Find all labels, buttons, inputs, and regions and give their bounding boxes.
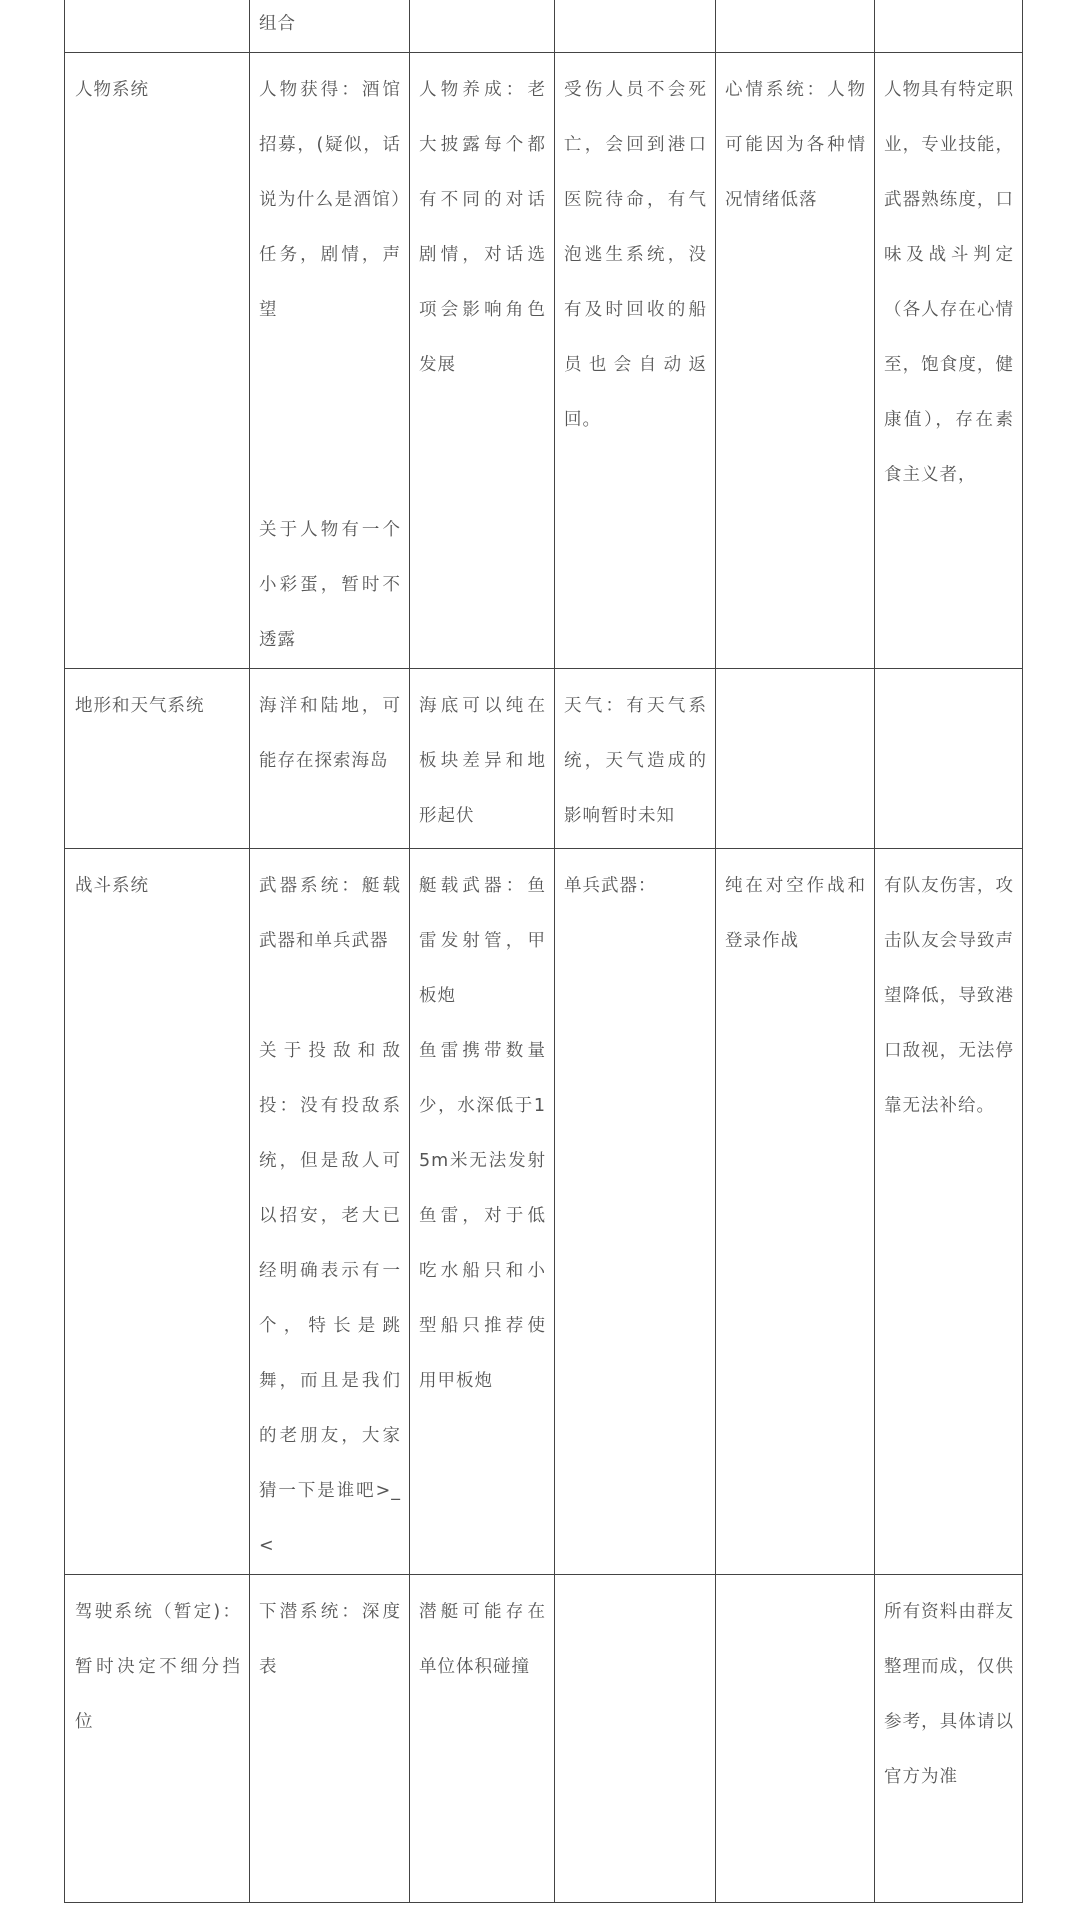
cell-paragraph: 武器系统：艇载武器和单兵武器 — [259, 876, 401, 951]
cell-paragraph: 鱼雷携带数量少，水深低于15m米无法发射鱼雷，对于低吃水船只和小型船只推荐使用甲板炮 — [419, 1041, 546, 1391]
table-cell: 组合 — [250, 0, 410, 53]
table-cell: 人物具有特定职业，专业技能，武器熟练度，口味及战斗判定（各人存在心情至，饱食度，健康值），存在素食主义者， — [875, 53, 1023, 669]
table-cell: 驾驶系统（暂定)：暂时决定不细分挡位 — [65, 1575, 250, 1903]
table-cell — [875, 0, 1023, 53]
blank-space — [259, 338, 401, 503]
blank-space — [259, 969, 401, 1024]
table-cell: 战斗系统 — [65, 849, 250, 1575]
table-cell: 地形和天气系统 — [65, 669, 250, 849]
table-cell — [875, 669, 1023, 849]
table-row — [65, 669, 1023, 849]
table-cell — [555, 0, 716, 53]
table-cell: 海洋和陆地，可能存在探索海岛 — [250, 669, 410, 849]
cell-paragraph: 关于投敌和敌投：没有投敌系统，但是敌人可以招安，老大已经明确表示有一个，特长是跳舞，而且是我们的老朋友，大家猜一下是谁吧>_< — [259, 1041, 401, 1556]
table-row — [65, 53, 1023, 669]
table-row — [65, 849, 1023, 1575]
table-cell: 下潜系统：深度表 — [250, 1575, 410, 1903]
table-cell — [250, 849, 410, 1575]
cell-paragraph: 艇载武器：鱼雷发射管，甲板炮 — [419, 876, 546, 1006]
table-cell: 心情系统：人物可能因为各种情况情绪低落 — [716, 53, 875, 669]
table-cell — [250, 53, 410, 669]
table-cell: 纯在对空作战和登录作战 — [716, 849, 875, 1575]
table-cell — [716, 669, 875, 849]
table-cell — [65, 0, 250, 53]
table-cell: 单兵武器： — [555, 849, 716, 1575]
table-row — [65, 1575, 1023, 1903]
table-cell — [410, 849, 555, 1575]
table-cell — [410, 0, 555, 53]
table-cell: 受伤人员不会死亡，会回到港口医院待命，有气泡逃生系统，没有及时回收的船员也会自动返回。 — [555, 53, 716, 669]
table-cell: 人物养成：老大披露每个都有不同的对话剧情，对话选项会影响角色发展 — [410, 53, 555, 669]
table-cell: 有队友伤害，攻击队友会导致声望降低，导致港口敌视，无法停靠无法补给。 — [875, 849, 1023, 1575]
table-cell — [716, 0, 875, 53]
data-table — [64, 0, 1023, 1903]
table-cell: 海底可以纯在板块差异和地形起伏 — [410, 669, 555, 849]
table-cell: 所有资料由群友整理而成，仅供参考，具体请以官方为准 — [875, 1575, 1023, 1903]
table-cell: 人物系统 — [65, 53, 250, 669]
cell-paragraph: 关于人物有一个小彩蛋，暂时不透露 — [259, 520, 401, 650]
cell-paragraph: 人物获得：酒馆招募，(疑似，话说为什么是酒馆）任务，剧情，声望 — [259, 80, 401, 320]
table-cell: 潜艇可能存在单位体积碰撞 — [410, 1575, 555, 1903]
table-cell: 天气：有天气系统，天气造成的影响暂时未知 — [555, 669, 716, 849]
table-cell — [555, 1575, 716, 1903]
table-row — [65, 0, 1023, 53]
table-cell — [716, 1575, 875, 1903]
